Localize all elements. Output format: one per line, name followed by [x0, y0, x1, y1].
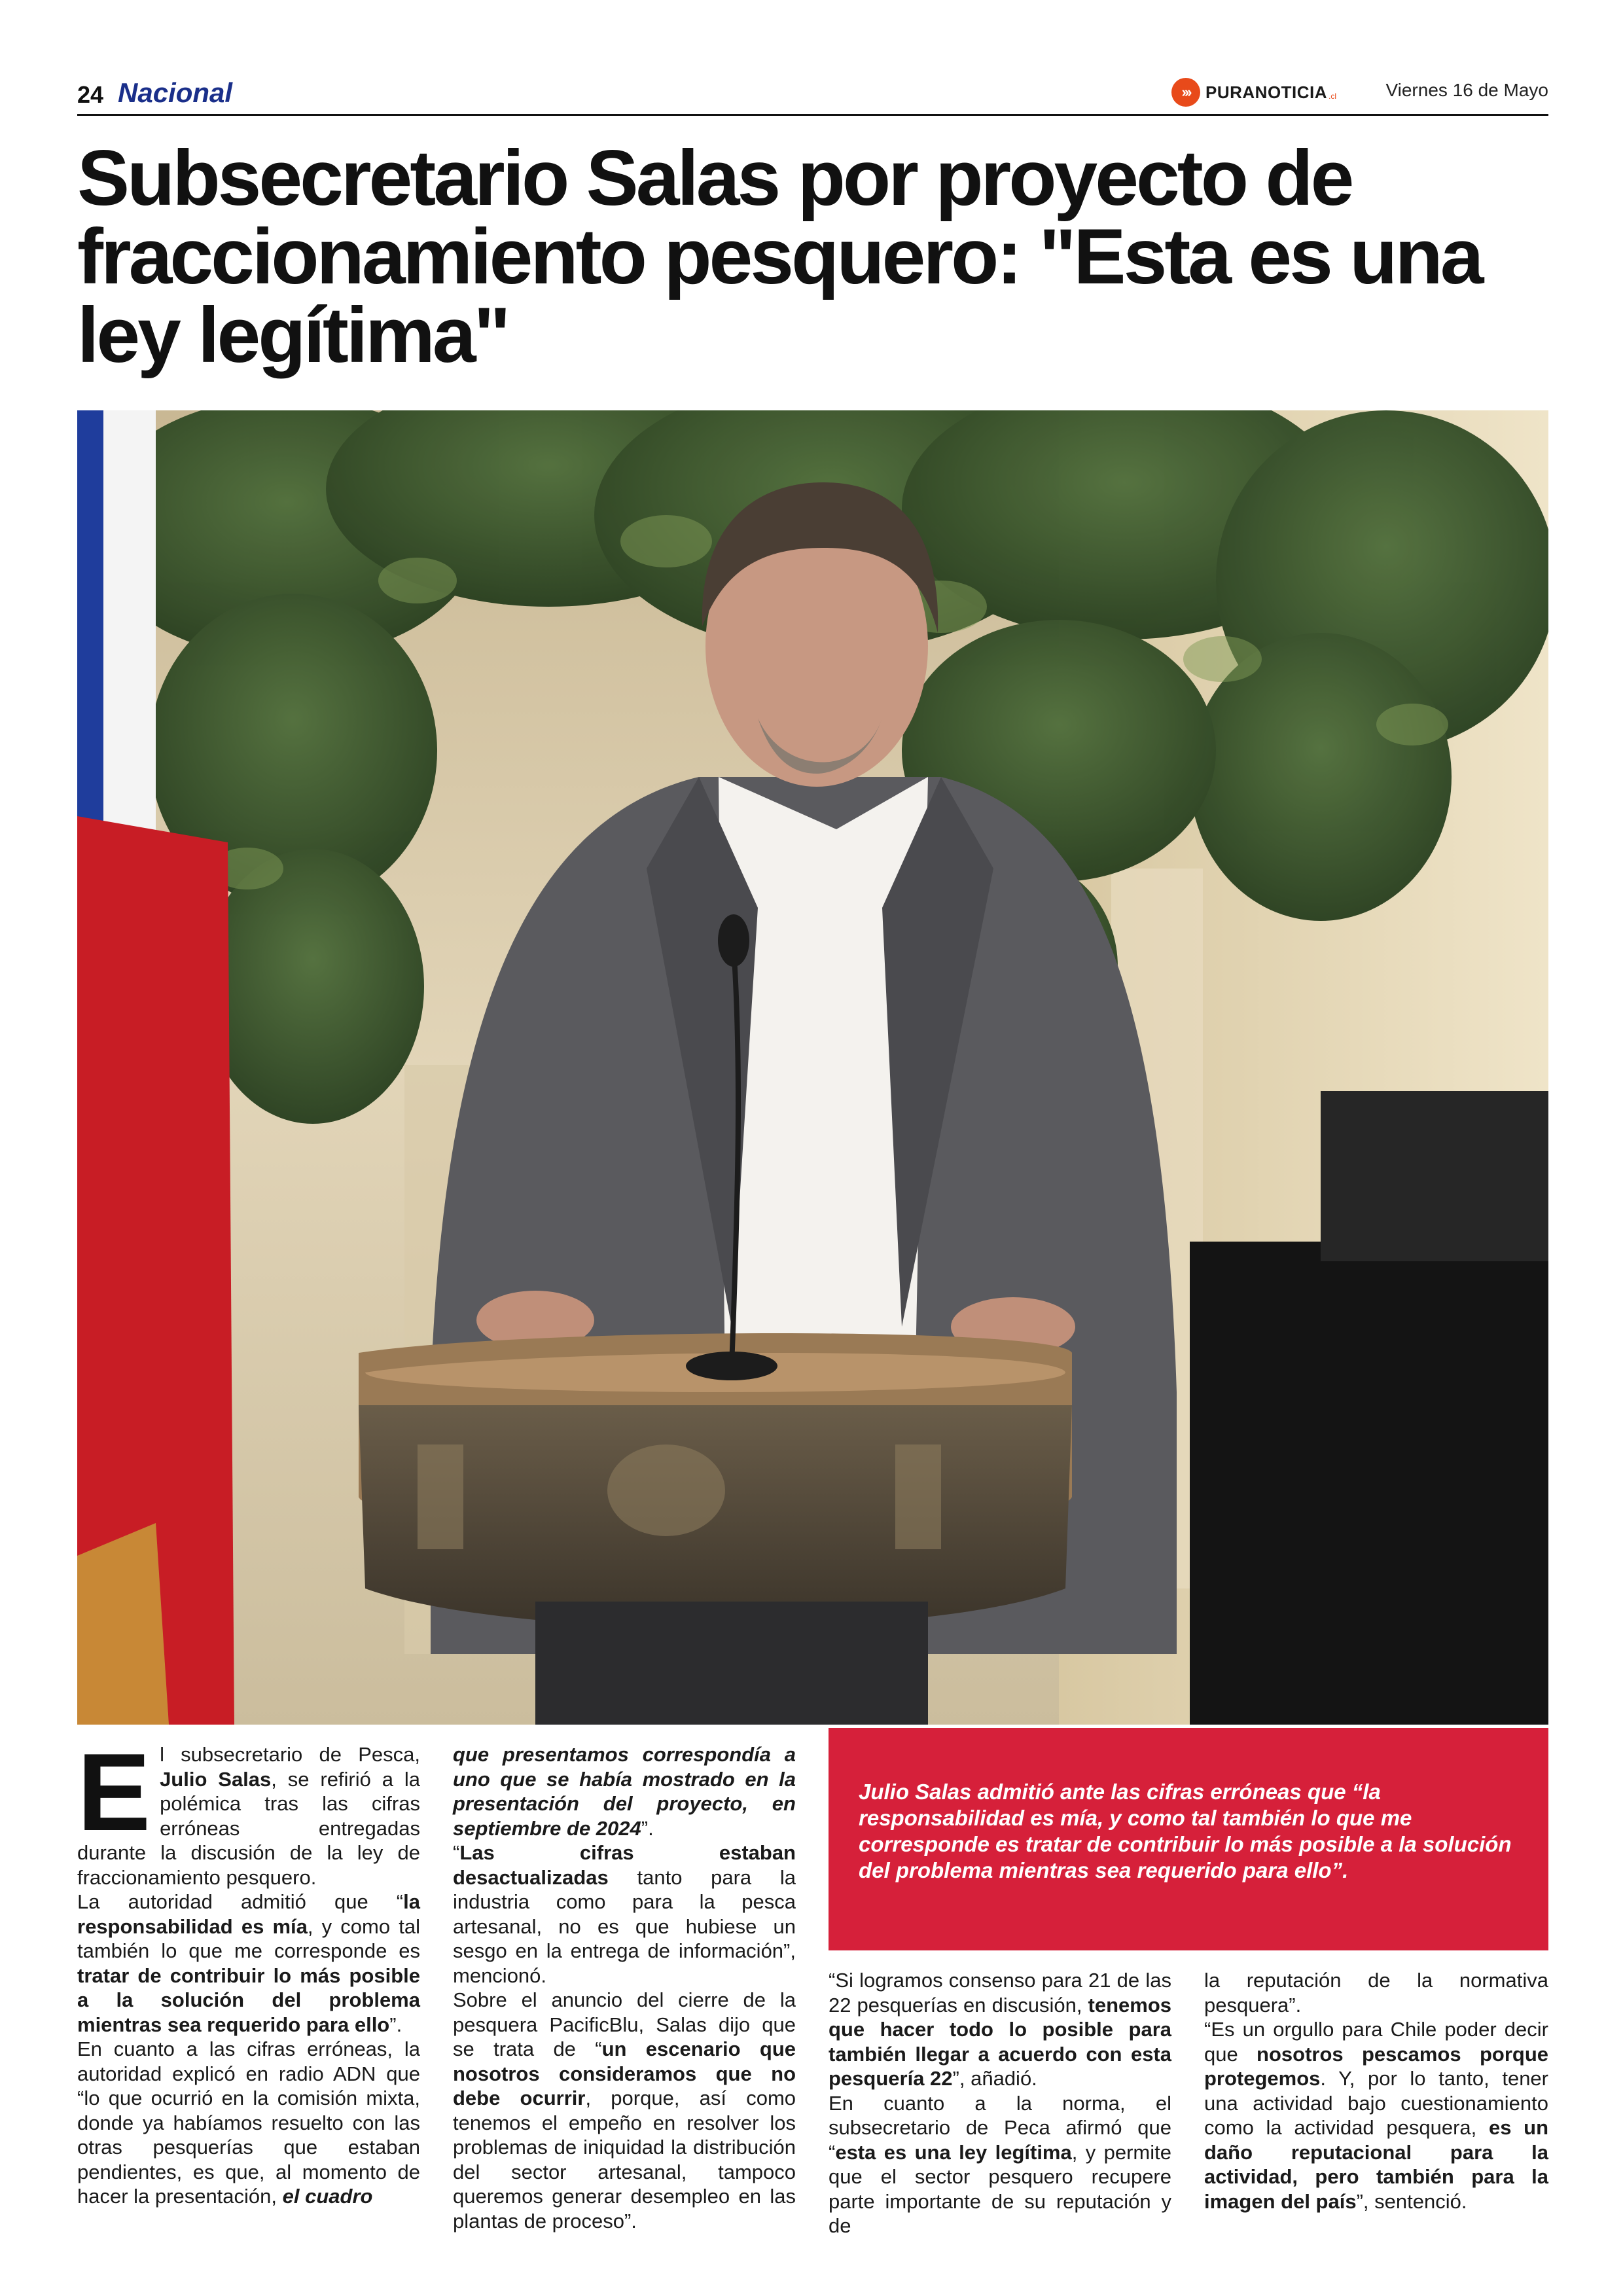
text-run: En cuanto a las cifras erróneas, la autoridad explicó en radio ADN que “lo que ocurrió en la comisión mixta, donde ya habíamos resuelto con las otras pesquerías que estaban pendientes, es que, al momento de hacer la presentación, — [77, 2037, 420, 2208]
article-photo — [77, 410, 1548, 1725]
page-number: 24 — [77, 81, 104, 108]
text-run: , y permite que el sector pesquero recupere parte importante de su reputación y de — [829, 2140, 1171, 2237]
article-column-2 — [453, 1742, 796, 2233]
text-run: ”, sentenció. — [1356, 2189, 1467, 2213]
photo-of-speaker-at-podium-icon — [77, 410, 1548, 1725]
text-run-bold: nosotros pescamos porque protegemos — [1204, 2042, 1548, 2090]
section-label: Nacional — [118, 77, 233, 108]
article-paragraph — [77, 2037, 420, 2209]
article-paragraph — [77, 1731, 420, 1890]
article-headline: Subsecretario Salas por proyecto de fraccionamiento pesquero: "Esta es una ley legítima" — [77, 134, 1482, 379]
speaker-name: Julio Salas — [160, 1767, 272, 1791]
text-run: ”. — [641, 1816, 654, 1840]
article-paragraph — [453, 1840, 796, 1988]
text-run-bold: esta es una ley legítima — [835, 2140, 1072, 2164]
text-run: l subsecretario de Pesca, — [160, 1743, 420, 1766]
text-run: La autoridad admitió que “ — [77, 1890, 404, 1913]
text-run: , porque, así como tenemos el empeño en resolver los problemas de iniquidad la distribución del sector artesanal, tampoco queremos generar desempleo en las plantas de proceso”. — [453, 2087, 796, 2233]
article-paragraph — [453, 1742, 796, 1840]
article-paragraph: la reputación de la normativa pesquera”. — [1204, 1969, 1548, 2017]
page-header — [77, 77, 1548, 117]
pull-quote-box — [829, 1728, 1548, 1950]
text-run: . Y, por lo tanto, tener una actividad bajo cuestionamiento como la actividad pesquera, — [1204, 2067, 1548, 2139]
text-run: En cuanto a la norma, el subsecretario de Peca afirmó que “ — [829, 2091, 1171, 2164]
text-run: “ — [453, 1841, 460, 1864]
drop-cap: E — [77, 1731, 151, 1854]
text-run-bold: tratar de contribuir lo más posible a la solución del problema mientras sea requerido para ello — [77, 1964, 420, 2036]
article-paragraph — [1204, 2017, 1548, 2214]
text-run-bold: un escenario que nosotros consideramos que no debe ocurrir — [453, 2037, 796, 2109]
text-run: “Si logramos consenso para 21 de las 22 pesquerías en discusión, — [829, 1969, 1171, 2017]
text-run: tanto para la industria como para la pesca artesanal, no es que hubiese un sesgo en la entrega de información”, mencionó. — [453, 1865, 796, 1987]
article-column-3 — [829, 1968, 1171, 2238]
text-run: , y como tal también lo que me corresponde es — [77, 1914, 420, 1962]
issue-date: Viernes 16 de Mayo — [1385, 80, 1548, 100]
text-run: Sobre el anuncio del cierre de la pesquera PacificBlu, Salas dijo que se trata de “ — [453, 1988, 796, 2060]
brand-suffix: .cl — [1329, 92, 1337, 101]
text-run-bold-italic: el cuadro — [282, 2185, 373, 2208]
brand-name: PURANOTICIA — [1205, 82, 1328, 102]
brand-logo[interactable] — [1171, 77, 1336, 107]
article-paragraph — [453, 1988, 796, 2233]
article-column-1 — [77, 1731, 420, 2209]
text-run-bold: tenemos que hacer todo lo posible para también llegar a acuerdo con esta pesquería 22 — [829, 1993, 1171, 2090]
brand-arrows-icon: ››› — [1171, 78, 1200, 107]
text-run-bold: la responsabilidad es mía — [77, 1890, 420, 1938]
text-run: “Es un orgullo para Chile poder decir que — [1204, 2018, 1548, 2066]
article-column-4 — [1204, 1968, 1548, 2214]
header-rule — [77, 114, 1548, 116]
text-run-bold-italic: que presentamos correspondía a uno que se había mostrado en la presentación del proyecto, en septiembre de 2024 — [453, 1743, 796, 1840]
text-run-bold: es un daño reputacional para la actividad, pero también para la imagen del país — [1204, 2116, 1549, 2213]
article-paragraph — [77, 1890, 420, 2037]
article-paragraph — [829, 2091, 1171, 2238]
text-run: ”. — [389, 2013, 402, 2036]
text-run: , se refirió a la polémica tras las cifras erróneas entregadas durante la discusión de la ley de fraccionamiento pesquero. — [77, 1767, 420, 1889]
pull-quote-text: Julio Salas admitió ante las cifras erróneas que “la responsabilidad es mía, y como tal también lo que me corresponde es tratar de contribuir lo más posible a la solución del problema mientras sea requerido para ello”. — [859, 1780, 1512, 1882]
article-paragraph — [829, 1968, 1171, 2091]
text-run-bold: Las cifras estaban desactualizadas — [453, 1841, 796, 1889]
text-run: ”, añadió. — [952, 2067, 1037, 2090]
